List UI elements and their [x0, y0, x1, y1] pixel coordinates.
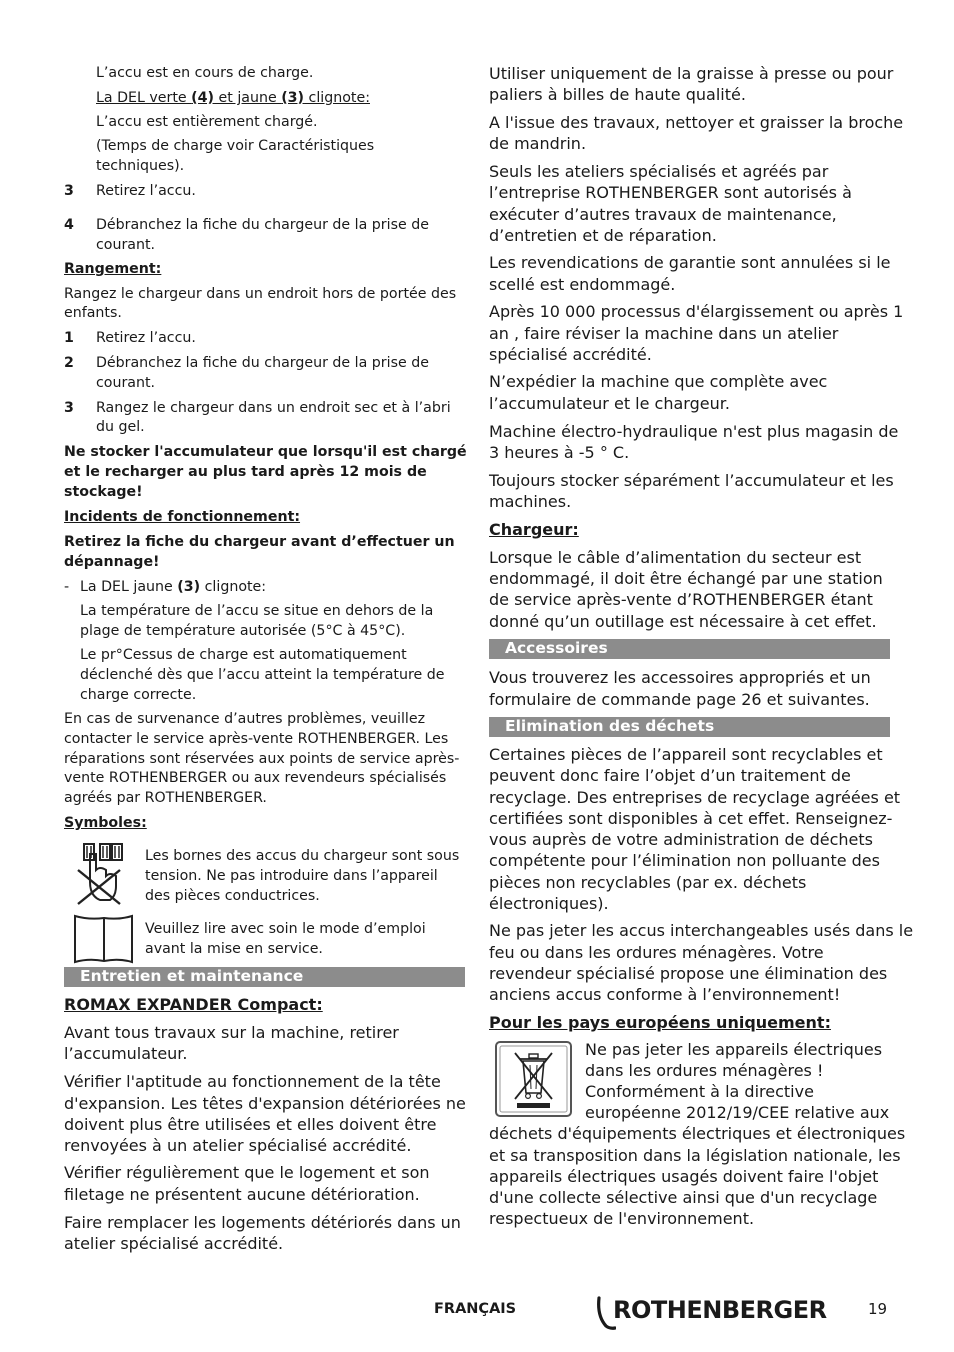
disposal-text: vous auprès de votre administration de déchets [489, 830, 873, 849]
charge-time-line-1: (Temps de charge voir Caractéristiques [96, 138, 375, 154]
maintenance-paragraph: d’entretien et de réparation. [489, 226, 717, 245]
eu-text: européenne 2012/19/CEE relative aux [585, 1103, 890, 1122]
maintenance-section-band: Entretien et maintenance [64, 967, 465, 987]
maintenance-paragraph: l’accumulateur et le chargeur. [489, 394, 730, 413]
eu-text: d'une collecte sélective ainsi que d'un recyclage [489, 1188, 878, 1207]
step-text: Débranchez la fiche du chargeur de la prise de [96, 355, 429, 371]
maintenance-paragraph: de mandrin. [489, 134, 587, 153]
disposal-text: Certaines pièces de l’appareil sont recyclables et [489, 745, 883, 764]
led-status-line: La DEL verte (4) et jaune (3) clignote: [96, 90, 370, 106]
maintenance-paragraph: renvoyées à un atelier spécialisé accrédité. [64, 1136, 412, 1155]
maintenance-paragraph: Seuls les ateliers spécialisés et agréés par [489, 162, 829, 181]
disposal-text: compétente pour l’élimination non polluante des [489, 851, 880, 870]
charging-status: L’accu est en cours de charge. [96, 65, 314, 81]
incidents-heading: Incidents de fonctionnement: [64, 509, 301, 525]
charger-text: endommagé, il doit être échangé par une station [489, 569, 883, 588]
disposal-text: pièces non recyclables (par ex. déchets [489, 873, 807, 892]
symbol-terminals-text: Les bornes des accus du chargeur sont sous [145, 848, 460, 864]
charger-text: Lorsque le câble d’alimentation du secteur est [489, 548, 862, 567]
other-problems-text: agréés par ROTHENBERGER. [64, 790, 267, 806]
disposal-text: certifiées sont disponibles à cet effet. Renseignez- [489, 809, 893, 828]
maintenance-paragraph: d'expansion. Les têtes d'expansion détériorées ne [64, 1094, 466, 1113]
accessories-section-band: Accessoires [489, 639, 890, 659]
maintenance-paragraph: exécuter d’autres travaux de maintenance, [489, 205, 837, 224]
maintenance-paragraph: atelier spécialisé accrédité. [64, 1234, 284, 1253]
eu-text: respectueux de l'environnement. [489, 1209, 755, 1228]
disposal-text: électroniques). [489, 894, 609, 913]
charger-text: de service après-vente d’ROTHENBERGER étant [489, 590, 873, 609]
other-problems-text: réparations sont réservées aux points de service après- [64, 751, 460, 767]
batteries-text: feu ou dans les ordures ménagères. Votre [489, 943, 824, 962]
maintenance-paragraph: filetage ne présentent aucune détérioration. [64, 1185, 420, 1204]
charger-text: donné qu’un outillage est nécessaire à cet effet. [489, 612, 877, 631]
weee-bin-icon [495, 1041, 572, 1117]
maintenance-paragraph: spécialisé accrédité. [489, 345, 652, 364]
romax-heading: ROMAX EXPANDER Compact: [64, 995, 323, 1014]
disposal-text: peuvent donc faire l’objet d’un traitement de [489, 766, 851, 785]
storage-warning: et le recharger au plus tard après 12 mois de [64, 464, 427, 480]
step-number: 1 [64, 330, 74, 346]
read-manual-icon [74, 914, 134, 964]
step-number: 3 [64, 183, 74, 199]
maintenance-paragraph: Utiliser uniquement de la graisse à presse ou pour [489, 64, 894, 83]
maintenance-paragraph: 3 heures à -5 ° C. [489, 443, 630, 462]
storage-intro: enfants. [64, 305, 122, 321]
maintenance-paragraph: Machine électro-hydraulique n'est plus magasin de [489, 422, 899, 441]
charge-time-line-2: techniques). [96, 158, 185, 174]
disposal-section-band: Elimination des déchets [489, 717, 890, 737]
process-text: Le pr°Cessus de charge est automatiquement [80, 647, 407, 663]
brand-logo: ROTHENBERGER [613, 1296, 827, 1324]
maintenance-paragraph: Toujours stocker séparément l’accumulateur et les [489, 471, 894, 490]
eu-text: appareils électriques usagés doivent faire l'objet [489, 1167, 879, 1186]
maintenance-paragraph: paliers à billes de haute qualité. [489, 85, 746, 104]
symbol-manual-text: Veuillez lire avec soin le mode d’emploi [145, 921, 426, 937]
accessories-text: formulaire de commande page 26 et suivantes. [489, 690, 870, 709]
step-text: courant. [96, 375, 156, 391]
incidents-warning: Retirez la fiche du chargeur avant d’effectuer un [64, 534, 455, 550]
maintenance-paragraph: Après 10 000 processus d'élargissement ou après 1 [489, 302, 904, 321]
eu-text: Ne pas jeter les appareils électriques [585, 1040, 883, 1059]
incidents-warning: dépannage! [64, 554, 160, 570]
step-text: courant. [96, 237, 156, 253]
symbol-manual-text: avant la mise en service. [145, 941, 323, 957]
step-text: Débranchez la fiche du chargeur de la prise de [96, 217, 429, 233]
other-problems-text: En cas de survenance d’autres problèmes, veuillez [64, 711, 426, 727]
maintenance-paragraph: an , faire réviser la machine dans un atelier [489, 324, 839, 343]
batteries-text: anciens accus conforme à l’environnement! [489, 985, 841, 1004]
step-text: Rangez le chargeur dans un endroit sec et à l’abri [96, 400, 451, 416]
bullet-dash: - [64, 579, 70, 595]
eu-text: déchets d'équipements électriques et électroniques [489, 1124, 906, 1143]
yellow-led-line: La DEL jaune (3) clignote: [80, 579, 267, 595]
symbol-terminals-text: tension. Ne pas introduire dans l’appareil [145, 868, 438, 884]
step-text: Retirez l’accu. [96, 183, 196, 199]
maintenance-paragraph: l’accumulateur. [64, 1044, 188, 1063]
disposal-text: recyclage. Des entreprises de recyclage agréées et [489, 788, 901, 807]
temperature-text: plage de température autorisée (5°C à 45°C). [80, 623, 406, 639]
eu-text: Conformément à la directive [585, 1082, 814, 1101]
process-text: déclenché dès que l’accu atteint la température de [80, 667, 445, 683]
eu-text: et sa transposition dans la législation nationale, les [489, 1146, 901, 1165]
storage-intro: Rangez le chargeur dans un endroit hors de portée des [64, 286, 457, 302]
step-text: du gel. [96, 419, 145, 435]
eu-heading: Pour les pays européens uniquement: [489, 1013, 831, 1032]
maintenance-paragraph: Vérifier régulièrement que le logement et son [64, 1163, 430, 1182]
batteries-text: Ne pas jeter les accus interchangeables usés dans le [489, 921, 914, 940]
other-problems-text: vente ROTHENBERGER ou aux revendeurs spécialisés [64, 770, 447, 786]
footer-language: FRANÇAIS [434, 1301, 517, 1317]
eu-text: dans les ordures ménagères ! [585, 1061, 824, 1080]
maintenance-paragraph: scellé est endommagé. [489, 275, 676, 294]
step-number: 2 [64, 355, 74, 371]
symbol-terminals-text: des pièces conductrices. [145, 888, 320, 904]
maintenance-paragraph: Vérifier l'aptitude au fonctionnement de la tête [64, 1072, 441, 1091]
maintenance-paragraph: machines. [489, 492, 572, 511]
process-text: charge correcte. [80, 687, 197, 703]
storage-warning: stockage! [64, 484, 143, 500]
batteries-text: revendeur spécialisé propose une élimination des [489, 964, 888, 983]
other-problems-text: contacter le service après-vente ROTHENBERGER. Les [64, 731, 449, 747]
fully-charged-text: L’accu est entièrement chargé. [96, 114, 318, 130]
maintenance-paragraph: Faire remplacer les logements détériorés dans un [64, 1213, 461, 1232]
storage-heading: Rangement: [64, 261, 162, 277]
step-number: 3 [64, 400, 74, 416]
maintenance-paragraph: A l'issue des travaux, nettoyer et graisser la broche [489, 113, 904, 132]
accessories-text: Vous trouverez les accessoires appropriés et un [489, 668, 871, 687]
maintenance-paragraph: Avant tous travaux sur la machine, retirer [64, 1023, 399, 1042]
step-text: Retirez l’accu. [96, 330, 196, 346]
maintenance-paragraph: doivent plus être utilisées et elles doivent être [64, 1115, 437, 1134]
maintenance-paragraph: Les revendications de garantie sont annulées si le [489, 253, 891, 272]
step-number: 4 [64, 217, 74, 233]
maintenance-paragraph: l’entreprise ROTHENBERGER sont autorisés à [489, 183, 852, 202]
maintenance-paragraph: N’expédier la machine que complète avec [489, 372, 828, 391]
temperature-text: La température de l’accu se situe en dehors de la [80, 603, 434, 619]
storage-warning: Ne stocker l'accumulateur que lorsqu'il est chargé [64, 444, 467, 460]
page-number: 19 [868, 1300, 888, 1318]
charger-heading: Chargeur: [489, 520, 579, 539]
no-conductive-parts-icon [72, 842, 126, 908]
symbols-heading: Symboles: [64, 815, 147, 831]
